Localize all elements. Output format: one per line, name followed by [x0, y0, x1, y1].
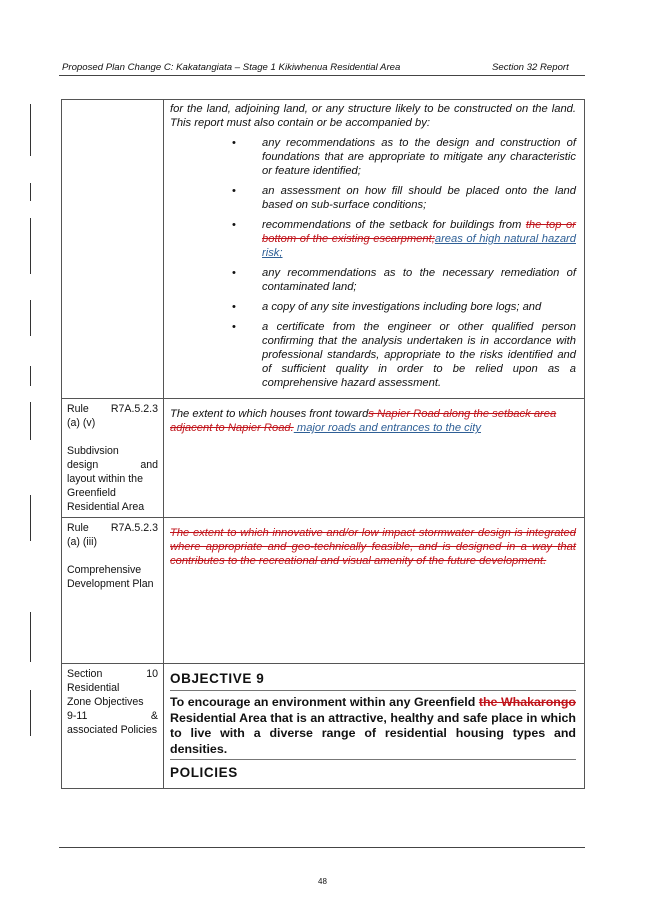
deleted-text: s Napier Road along the setback area adjacent to Napier Road. [170, 408, 557, 434]
text-segment: Residential Area that is an attractive, healthy and safe place in which to live with a diverse range of residential housing types and densities. [170, 710, 576, 756]
inserted-text: areas of high natural hazard risk; [262, 233, 576, 259]
header-rule [59, 75, 585, 76]
label-line [67, 458, 158, 472]
label-text: (a) (v) [67, 417, 96, 429]
row-content-cell [164, 518, 585, 664]
text-segment: recommendations of the setback for buildings from [262, 219, 526, 231]
label-text: associated Policies [67, 724, 158, 736]
row-label-cell [62, 664, 164, 789]
label-text: Zone Objectives [67, 696, 144, 708]
objective-text [170, 691, 576, 760]
change-bar [30, 690, 31, 736]
row-label-cell [62, 100, 164, 399]
label-text: design [67, 459, 99, 471]
label-text: 9-11 [67, 710, 88, 722]
list-item: • a certificate from the engineer or other qualified person confirming that the analysis undertaken is in accordance with professional standards, appropriate to the risks identified and of sufficient quality in order to be relied upon as a comprehensive hazard assessment. [170, 320, 576, 390]
label-text: Comprehensive Development Plan [67, 564, 154, 590]
label-text: R7A.5.2.3 [110, 403, 158, 415]
change-bar [30, 495, 31, 541]
change-bar [30, 402, 31, 440]
deleted-text: the Whakarongo [478, 695, 576, 709]
rule-ref [67, 402, 158, 416]
label-line [67, 709, 158, 723]
change-bar [30, 612, 31, 662]
label-text: Section [67, 668, 103, 680]
text-segment: To encourage an environment within any Greenfield [170, 695, 479, 709]
objective-heading: OBJECTIVE 9 [170, 666, 576, 691]
header-title: Proposed Plan Change C: Kakatangiata – Stage 1 Kikiwhenua Residential Area [62, 62, 401, 73]
label-text: Rule [67, 403, 89, 415]
list-item: • any recommendations as to the design and construction of foundations that are appropriate to mitigate any characteristic or feature identified; [170, 136, 576, 178]
row-content-cell [164, 100, 585, 399]
list-item: • an assessment on how fill should be placed onto the land based on sub-surface conditions; [170, 184, 576, 212]
list-item [170, 218, 576, 260]
deleted-text: The extent to which innovative and/or low impact stormwater design is integrated where appropriate and geo-technically feasible, and is designed in a way that contributes to the recreational and visual amenity of the future development. [170, 527, 576, 567]
label-text: Rule [67, 522, 89, 534]
label-text: 10 [146, 668, 158, 680]
header-section: Section 32 Report [492, 62, 569, 73]
page-number: 48 [318, 877, 327, 886]
change-bar [30, 218, 31, 274]
policies-heading: POLICIES [170, 765, 238, 780]
row-content-cell [164, 399, 585, 518]
row-label-cell [62, 399, 164, 518]
inserted-text: major roads and entrances to the city [293, 422, 481, 434]
list-item: • any recommendations as to the necessary remediation of contaminated land; [170, 266, 576, 294]
label-text: layout within the Greenfield Residential Area [67, 473, 145, 513]
label-text: and [140, 459, 158, 471]
requirements-list [170, 136, 576, 390]
rule-ref [67, 521, 158, 535]
table-row [62, 664, 585, 789]
deleted-text: the top or bottom of the existing escarpment; [262, 219, 576, 245]
plan-change-table [61, 99, 585, 789]
table-row [62, 100, 585, 399]
change-bar [30, 183, 31, 201]
change-bar [30, 104, 31, 156]
label-text: Subdivsion [67, 445, 119, 457]
table-row [62, 518, 585, 664]
list-item: • a copy of any site investigations including bore logs; and [170, 300, 576, 314]
change-bar [30, 300, 31, 336]
label-text: Residential [67, 682, 120, 694]
row-content-cell [164, 664, 585, 789]
footer-rule [59, 847, 585, 848]
label-text: R7A.5.2.3 [110, 522, 158, 534]
label-text: (a) (iii) [67, 536, 98, 548]
label-line [67, 667, 158, 681]
report-intro-text: for the land, adjoining land, or any structure likely to be constructed on the land. This report must also contain or be accompanied by: [170, 103, 576, 129]
label-text: & [150, 710, 158, 722]
table-row [62, 399, 585, 518]
text-segment: The extent to which houses front toward [170, 408, 369, 420]
assessment-text [170, 401, 576, 435]
row-label-cell [62, 518, 164, 664]
change-bar [30, 366, 31, 386]
